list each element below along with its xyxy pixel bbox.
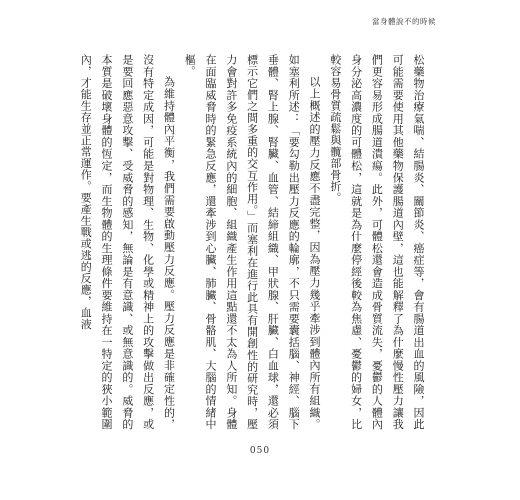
- paragraph-3: 為維持體內平衡，我們需要啟動壓力反應。壓力反應是非確定性的，沒有特定成因，可能是對物理、生物、化學或精神上的攻擊做出反應，或是要回應惡意攻擊、受威脅的感知，無論是有意識、或無意識的。威脅的本質是破壞身體的恆定，而生物體的生理條件要維持在一特定的狹小範圍內，才能生存並正常運作。要產生戰或逃的反應，血液: [79, 54, 176, 430]
- paragraph-2: 以上概述的壓力反應不盡完整，因為壓力幾乎牽涉到體內所有組織。如塞利所述：「要勾勒出壓力反應的輪廓，不只需要囊括腦、神經、腦下垂體、腎上腺、腎臟、血管、結締組織、甲狀腺、肝臟、白血球，還必須標示它們之間多重的交互作用。」而塞利在進行此具有開創性的研究時，壓力會對許多免疫系統內的細胞、組織產生作用這點還不太為人所知。身體在面臨威脅時的緊急反應，還牽涉到心臟、肺臟、骨骼肌、大腦的情緒中樞。: [183, 54, 322, 430]
- paragraph-1: 松藥物治療氣喘、結腸炎、關節炎、癌症等，會有腸道出血的風險，因此可能需要使用其他藥物保護腸道內壁，這也能解釋了為什麼慢性壓力讓我們更容易形成腸道潰瘍。此外，可體松還會造成骨質流失，憂鬱的人體內身分泌高濃度的可體松，這就是為什麼停經後較為焦慮、憂鬱的婦女，比較容易骨質疏鬆與髖部骨折。: [328, 54, 425, 430]
- body-text: [79, 54, 428, 430]
- running-header: 當身體說不的時候: [372, 17, 436, 26]
- page-number: 050: [249, 446, 271, 456]
